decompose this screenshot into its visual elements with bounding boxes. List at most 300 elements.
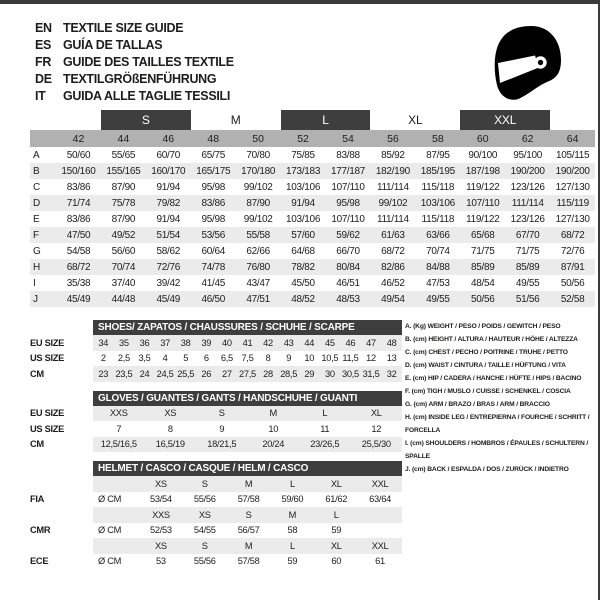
- row-letter: I: [33, 277, 36, 289]
- row-label: [30, 538, 93, 554]
- glove-size-cell: 23/26,5: [310, 439, 340, 450]
- shoe-size-cell: 46: [345, 337, 356, 348]
- size-range-cell: 111/114: [511, 197, 544, 209]
- gloves-size-table: [30, 391, 402, 453]
- size-range-cell: 68/72: [560, 229, 585, 241]
- size-range-cell: 115/118: [421, 181, 455, 193]
- size-range-cell: 62/66: [246, 245, 270, 257]
- shoe-size-cell: 13: [386, 353, 397, 364]
- helmet-size-cell: M: [244, 478, 253, 489]
- size-range-cell: 45/49: [156, 293, 181, 305]
- size-range-cell: 43/47: [246, 277, 270, 289]
- row-letter: B: [33, 165, 40, 177]
- size-range-cell: 50/60: [66, 149, 91, 161]
- size-range-cell: 107/110: [331, 213, 365, 225]
- size-number: 50: [252, 132, 264, 145]
- size-range-cell: 111/114: [377, 213, 409, 225]
- glove-size-cell: 18/21,5: [207, 439, 237, 450]
- size-range-cell: 95/98: [201, 181, 225, 193]
- size-range-cell: 170/180: [241, 165, 276, 177]
- language-title-row: [35, 37, 234, 54]
- size-range-cell: 70/80: [246, 149, 270, 161]
- language-code: FR: [35, 55, 52, 69]
- size-range-cell: 182/190: [375, 165, 410, 177]
- row-letter: E: [33, 213, 40, 225]
- helmet-size-cell: 61: [375, 556, 385, 567]
- glove-size-cell: M: [269, 408, 277, 419]
- language-title-row: [35, 54, 234, 71]
- size-range-cell: 99/102: [378, 197, 408, 209]
- shoe-size-cell: 5: [183, 353, 189, 364]
- row-label: [30, 476, 93, 492]
- helmet-table-row: [30, 476, 402, 492]
- size-range-cell: 87/90: [246, 197, 270, 209]
- glove-size-cell: L: [322, 408, 328, 419]
- helmet-size-cell: 60: [331, 556, 342, 567]
- helmet-size-cell: S: [201, 478, 208, 489]
- accessory-tables: [30, 320, 402, 578]
- helmet-table-row: [30, 523, 402, 539]
- language-code: ES: [35, 38, 52, 52]
- measurement-row: [30, 179, 595, 195]
- guide-title: TEXTILGRÖßENFÜHRUNG: [63, 72, 217, 86]
- shoe-size-cell: 39: [201, 337, 212, 348]
- gloves-table-row: [30, 406, 402, 422]
- glove-size-cell: 7: [116, 423, 122, 434]
- size-range-cell: 95/100: [513, 149, 543, 161]
- size-range-cell: 56/60: [111, 245, 136, 257]
- size-range-cell: 90/100: [468, 149, 498, 161]
- helmet-size-cell: 55/56: [193, 494, 216, 505]
- shoe-size-cell: 27: [221, 368, 232, 379]
- size-range-cell: 85/92: [381, 149, 405, 161]
- gloves-table-title: GLOVES / GUANTES / GANTS / HANDSCHUHE / GUANTI: [93, 391, 402, 406]
- language-code: IT: [35, 89, 46, 103]
- size-range-cell: 44/48: [111, 293, 136, 305]
- size-number: 52: [297, 132, 309, 145]
- size-range-cell: 61/63: [381, 229, 405, 241]
- size-number: 54: [342, 132, 354, 145]
- legend-entry: C. (cm) CHEST / PECHO / POITRINE / TRUHE / PETTO: [405, 349, 568, 356]
- legend-entry: A. (Kg) WEIGHT / PESO / POIDS / GEWITCH / PESO: [405, 323, 561, 330]
- shoe-size-cell: 43: [283, 337, 294, 348]
- size-range-cell: 123/126: [510, 213, 545, 225]
- size-number-band: [30, 130, 595, 147]
- size-range-cell: 48/52: [291, 293, 315, 305]
- size-range-cell: 39/42: [156, 277, 181, 289]
- size-range-cell: 53/56: [201, 229, 225, 241]
- size-range-cell: 65/68: [470, 229, 495, 241]
- legend-entry: E. (cm) HIP / CADERA / HANCHE / HÜFTE / HIPS / BACINO: [405, 375, 582, 382]
- guide-title: GUIDE DES TAILLES TEXTILE: [63, 55, 234, 69]
- size-number: 42: [72, 132, 85, 145]
- helmet-table-row: [30, 554, 402, 570]
- helmet-size-cell: 56/57: [237, 525, 260, 536]
- size-range-cell: 83/86: [201, 197, 225, 209]
- helmet-size-cell: XS: [155, 478, 167, 489]
- helmet-size-cell: L: [333, 509, 339, 520]
- glove-size-cell: 11: [320, 423, 330, 434]
- size-range-cell: 59/62: [336, 229, 360, 241]
- row-label: EU SIZE: [30, 337, 65, 348]
- size-range-cell: 87/91: [560, 261, 585, 273]
- size-range-cell: 65/75: [201, 149, 225, 161]
- size-range-cell: 103/106: [420, 197, 455, 209]
- row-label: CM: [30, 439, 44, 450]
- measurement-row: [30, 227, 595, 243]
- size-range-cell: 160/170: [151, 165, 186, 177]
- size-range-cell: 150/160: [61, 165, 96, 177]
- helmet-size-cell: S: [201, 540, 208, 551]
- size-range-cell: 105/115: [555, 149, 590, 161]
- size-range-cell: 68/72: [381, 245, 405, 257]
- shoe-size-cell: 2,5: [117, 353, 130, 364]
- size-range-cell: 70/74: [111, 261, 136, 273]
- row-letter: J: [33, 293, 38, 305]
- size-range-cell: 87/90: [111, 181, 136, 193]
- legend-entry: D. (cm) WAIST / CINTURA / TAILLE / HÜFTUNG / VITA: [405, 362, 566, 369]
- size-range-cell: 55/58: [246, 229, 270, 241]
- language-title-row: [35, 20, 234, 37]
- size-range-cell: 47/51: [246, 293, 270, 305]
- glove-size-cell: 20/24: [262, 439, 285, 450]
- row-label: [30, 507, 93, 523]
- size-range-cell: 119/122: [466, 181, 500, 193]
- measurement-row: [30, 163, 595, 179]
- size-range-cell: 80/84: [336, 261, 360, 273]
- helmet-size-cell: XXL: [371, 478, 389, 489]
- helmet-size-cell: 59: [331, 525, 342, 536]
- shoe-size-cell: 12: [366, 353, 376, 364]
- shoes-table-row: [30, 351, 402, 367]
- size-range-cell: 85/89: [515, 261, 540, 273]
- size-group-label: XL: [408, 113, 423, 127]
- helmet-size-cell: 61/62: [325, 494, 348, 505]
- size-range-cell: 190/200: [555, 165, 590, 177]
- shoe-size-cell: 24,5: [156, 368, 174, 379]
- size-range-cell: 50/56: [470, 293, 495, 305]
- measurement-legend: [402, 320, 593, 578]
- measurement-row: [30, 275, 595, 291]
- helmet-table-row: [30, 538, 402, 554]
- glove-size-cell: 10: [268, 423, 279, 434]
- shoe-size-cell: 3,5: [138, 353, 151, 364]
- size-range-cell: 66/70: [336, 245, 360, 257]
- size-range-cell: 83/86: [66, 181, 91, 193]
- shoe-size-cell: 30: [324, 368, 335, 379]
- size-range-cell: 165/175: [196, 165, 231, 177]
- shoe-size-cell: 44: [304, 337, 315, 348]
- header-spacer: [56, 110, 101, 130]
- shoes-table-title: SHOES/ ZAPATOS / CHAUSSURES / SCHUHE / SCARPE: [93, 320, 402, 335]
- size-range-cell: 87/95: [426, 149, 450, 161]
- measurement-row: [30, 259, 595, 275]
- size-number: 56: [387, 132, 399, 145]
- glove-size-cell: S: [218, 408, 225, 419]
- size-range-cell: 190/200: [510, 165, 545, 177]
- size-range-cell: 83/86: [66, 213, 91, 225]
- legend-entry: B. (cm) HEIGHT / ALTURA / HAUTEUR / HÖHE / ALTEZZA: [405, 336, 578, 343]
- helmet-size-cell: 54/55: [193, 525, 216, 536]
- helmet-size-cell: 53/54: [150, 494, 172, 505]
- helmet-size-cell: M: [244, 540, 253, 551]
- shoe-size-cell: 41: [242, 337, 253, 348]
- size-group-label: S: [101, 110, 191, 130]
- size-range-cell: 177/187: [330, 165, 366, 177]
- size-range-cell: 49/55: [426, 293, 450, 305]
- size-number: 60: [476, 132, 489, 145]
- size-range-cell: 84/88: [426, 261, 450, 273]
- size-range-cell: 107/110: [331, 181, 365, 193]
- size-range-cell: 35/38: [66, 277, 91, 289]
- shoe-size-cell: 25,5: [177, 368, 195, 379]
- size-range-cell: 49/54: [381, 293, 405, 305]
- helmet-size-cell: S: [245, 509, 252, 520]
- glove-size-cell: 8: [167, 423, 173, 434]
- glove-size-cell: XS: [164, 408, 177, 419]
- row-label: ECE: [30, 556, 49, 567]
- size-range-cell: 127/130: [555, 213, 590, 225]
- legend-entry: I. (cm) SHOULDERS / HOMBROS / ÉPAULES / SCHULTERN / SPALLE: [405, 440, 589, 460]
- legend-entry: G. (cm) ARM / BRAZO / BRAS / ARM / BRACCIO: [405, 401, 550, 408]
- shoe-size-cell: 10,5: [321, 353, 339, 364]
- size-range-cell: 99/102: [243, 181, 273, 193]
- size-range-cell: 185/195: [420, 165, 455, 177]
- size-range-cell: 45/50: [291, 277, 315, 289]
- size-range-cell: 67/70: [515, 229, 540, 241]
- helmet-size-cell: 55/56: [193, 556, 216, 567]
- size-range-cell: 76/80: [246, 261, 270, 273]
- shoe-size-cell: 45: [324, 337, 335, 348]
- shoes-table-row: [30, 366, 402, 382]
- size-range-cell: 111/114: [377, 181, 409, 193]
- size-range-cell: 78/82: [291, 261, 315, 273]
- helmet-size-cell: 59: [287, 556, 298, 567]
- helmet-table-title: HELMET / CASCO / CASQUE / HELM / CASCO: [93, 461, 402, 476]
- size-range-cell: 75/85: [291, 149, 315, 161]
- row-letter: C: [33, 181, 40, 193]
- guide-title: TEXTILE SIZE GUIDE: [63, 21, 184, 35]
- shoe-size-cell: 24: [139, 368, 150, 379]
- size-range-cell: 47/53: [426, 277, 450, 289]
- guide-title: GUÍA DE TALLAS: [63, 38, 163, 52]
- helmet-size-cell: XL: [330, 540, 342, 551]
- helmet-size-cell: XS: [198, 509, 211, 520]
- size-range-cell: 83/88: [336, 149, 360, 161]
- size-range-cell: 48/54: [470, 277, 495, 289]
- shoe-size-cell: 9: [286, 353, 292, 364]
- size-range-cell: 115/119: [556, 197, 589, 209]
- shoe-size-cell: 31,5: [362, 368, 380, 379]
- measurement-row: [30, 147, 595, 163]
- gloves-table-row: [30, 437, 402, 453]
- guide-title: GUIDA ALLE TAGLIE TESSILI: [63, 89, 231, 103]
- size-range-cell: 91/94: [291, 197, 315, 209]
- shoe-size-cell: 23: [98, 368, 109, 379]
- legend-entry: J. (cm) BACK / ESPALDA / DOS / ZURÜCK / INDIETRO: [405, 466, 569, 473]
- size-range-cell: 58/62: [156, 245, 181, 257]
- size-range-cell: 74/78: [201, 261, 225, 273]
- size-range-cell: 51/54: [156, 229, 181, 241]
- size-range-cell: 119/122: [466, 213, 500, 225]
- size-range-cell: 60/70: [156, 149, 181, 161]
- shoe-size-cell: 6,5: [220, 353, 233, 364]
- diameter-unit-label: Ø CM: [98, 525, 122, 536]
- size-range-cell: 49/52: [111, 229, 136, 241]
- language-code: EN: [35, 21, 52, 35]
- size-range-cell: 103/106: [286, 213, 321, 225]
- helmet-size-cell: 58: [287, 525, 298, 536]
- shoe-size-cell: 28,5: [280, 368, 298, 379]
- row-label: CM: [30, 368, 44, 379]
- row-letter: F: [33, 229, 39, 241]
- glove-size-cell: 9: [219, 423, 225, 434]
- shoe-size-cell: 29: [304, 368, 315, 379]
- helmet-size-cell: 52/53: [150, 525, 172, 536]
- helmet-size-cell: XS: [155, 540, 167, 551]
- size-range-cell: 50/56: [560, 277, 585, 289]
- racing-helmet-icon: [492, 24, 564, 109]
- size-range-cell: 71/75: [515, 245, 540, 257]
- legend-entry: F. (cm) TIGH / MUSLO / CUISSE / SCHENKEL / COSCIA: [405, 388, 571, 395]
- row-letter: D: [33, 197, 40, 209]
- size-range-cell: 103/106: [286, 181, 321, 193]
- size-range-cell: 55/65: [111, 149, 136, 161]
- size-range-cell: 60/64: [201, 245, 225, 257]
- helmet-size-cell: 59/60: [281, 494, 304, 505]
- row-label: US SIZE: [30, 423, 65, 434]
- shoe-size-cell: 27,5: [239, 368, 256, 379]
- shoe-size-cell: 8: [265, 353, 271, 364]
- language-title-list: [35, 20, 234, 105]
- size-range-cell: 47/50: [66, 229, 91, 241]
- shoe-size-cell: 36: [139, 337, 150, 348]
- size-group-label: L: [281, 110, 371, 130]
- size-range-cell: 187/198: [465, 165, 500, 177]
- shoe-size-cell: 28: [263, 368, 273, 379]
- shoe-size-cell: 42: [263, 337, 273, 348]
- size-range-cell: 71/74: [66, 197, 91, 209]
- size-range-cell: 63/66: [426, 229, 450, 241]
- header-spacer: [550, 110, 595, 130]
- size-range-cell: 41/45: [201, 277, 225, 289]
- measurement-row: [30, 243, 595, 259]
- shoe-size-cell: 4: [162, 353, 168, 364]
- size-range-cell: 37/40: [111, 277, 136, 289]
- glove-size-cell: XXS: [109, 408, 128, 419]
- language-title-row: [35, 88, 234, 105]
- size-number: 48: [207, 132, 220, 145]
- helmet-size-cell: L: [289, 478, 295, 489]
- size-range-cell: 173/183: [286, 165, 321, 177]
- measurement-row: [30, 291, 595, 307]
- size-range-cell: 54/58: [66, 245, 91, 257]
- helmet-table-row: [30, 507, 402, 523]
- shoe-size-cell: 40: [221, 337, 232, 348]
- row-label: FIA: [30, 494, 45, 505]
- size-range-cell: 45/49: [66, 293, 91, 305]
- measurement-row: [30, 195, 595, 211]
- size-number: 58: [431, 132, 444, 145]
- shoe-size-cell: 47: [366, 337, 376, 348]
- helmet-table-row: [30, 492, 402, 508]
- size-range-cell: 64/68: [291, 245, 315, 257]
- size-number: 44: [117, 132, 130, 145]
- shoe-size-cell: 10: [304, 353, 315, 364]
- shoes-table-row: [30, 335, 402, 351]
- size-range-cell: 72/76: [560, 245, 585, 257]
- glove-size-cell: 12: [371, 423, 382, 434]
- helmet-size-cell: XL: [330, 478, 342, 489]
- size-range-cell: 95/98: [201, 213, 225, 225]
- size-group-label: M: [230, 113, 241, 127]
- size-range-cell: 46/52: [381, 277, 405, 289]
- size-range-cell: 91/94: [156, 181, 181, 193]
- shoe-size-cell: 2: [100, 353, 106, 364]
- helmet-size-cell: M: [288, 509, 297, 520]
- size-range-cell: 155/165: [106, 165, 141, 177]
- row-letter: G: [33, 245, 41, 257]
- size-range-cell: 75/78: [111, 197, 136, 209]
- helmet-size-cell: 57/58: [237, 494, 260, 505]
- helmet-size-cell: XXS: [152, 509, 170, 520]
- size-range-cell: 82/86: [381, 261, 405, 273]
- shoe-size-cell: 23,5: [115, 368, 133, 379]
- size-range-cell: 57/60: [291, 229, 315, 241]
- size-range-cell: 52/58: [560, 293, 585, 305]
- lower-section: [30, 320, 593, 578]
- size-range-cell: 68/72: [66, 261, 91, 273]
- measurement-row: [30, 211, 595, 227]
- glove-size-cell: 16,5/19: [155, 439, 185, 450]
- row-label: US SIZE: [30, 353, 65, 364]
- size-range-cell: 79/82: [156, 197, 181, 209]
- helmet-size-cell: 63/64: [369, 494, 391, 505]
- glove-size-cell: 12,5/16,5: [100, 439, 137, 450]
- size-range-cell: 51/56: [515, 293, 540, 305]
- gloves-table-row: [30, 421, 402, 437]
- helmet-size-cell: 57/58: [237, 556, 260, 567]
- helmet-size-table: [30, 461, 402, 569]
- helmet-size-cell: XXL: [371, 540, 389, 551]
- diameter-unit-label: Ø CM: [98, 494, 122, 505]
- language-code: DE: [35, 72, 52, 86]
- size-number: 64: [566, 132, 579, 145]
- shoe-size-cell: 6: [203, 353, 209, 364]
- row-label: EU SIZE: [30, 408, 65, 419]
- shoe-size-cell: 35: [119, 337, 129, 348]
- size-range-cell: 85/89: [470, 261, 495, 273]
- shoe-size-cell: 11,5: [342, 353, 359, 364]
- shoe-size-cell: 26: [201, 368, 212, 379]
- size-range-cell: 127/130: [555, 181, 590, 193]
- shoe-size-cell: 34: [98, 337, 109, 348]
- size-number: 62: [521, 132, 534, 145]
- shoe-size-cell: 32: [386, 368, 397, 379]
- shoe-size-cell: 30,5: [341, 368, 359, 379]
- shoe-size-cell: 7,5: [241, 353, 254, 364]
- size-range-cell: 46/50: [201, 293, 225, 305]
- size-number: 46: [162, 132, 175, 145]
- size-range-cell: 107/110: [466, 197, 500, 209]
- diameter-unit-label: Ø CM: [98, 556, 122, 567]
- glove-size-cell: XL: [370, 408, 382, 419]
- row-label: CMR: [30, 525, 51, 536]
- size-range-cell: 99/102: [243, 213, 273, 225]
- legend-entry: H. (cm) INSIDE LEG / ENTREPIERNA / FOURCHE / SCHRITT / FORCELLA: [405, 414, 590, 434]
- row-letter: A: [33, 149, 40, 161]
- size-range-cell: 95/98: [336, 197, 360, 209]
